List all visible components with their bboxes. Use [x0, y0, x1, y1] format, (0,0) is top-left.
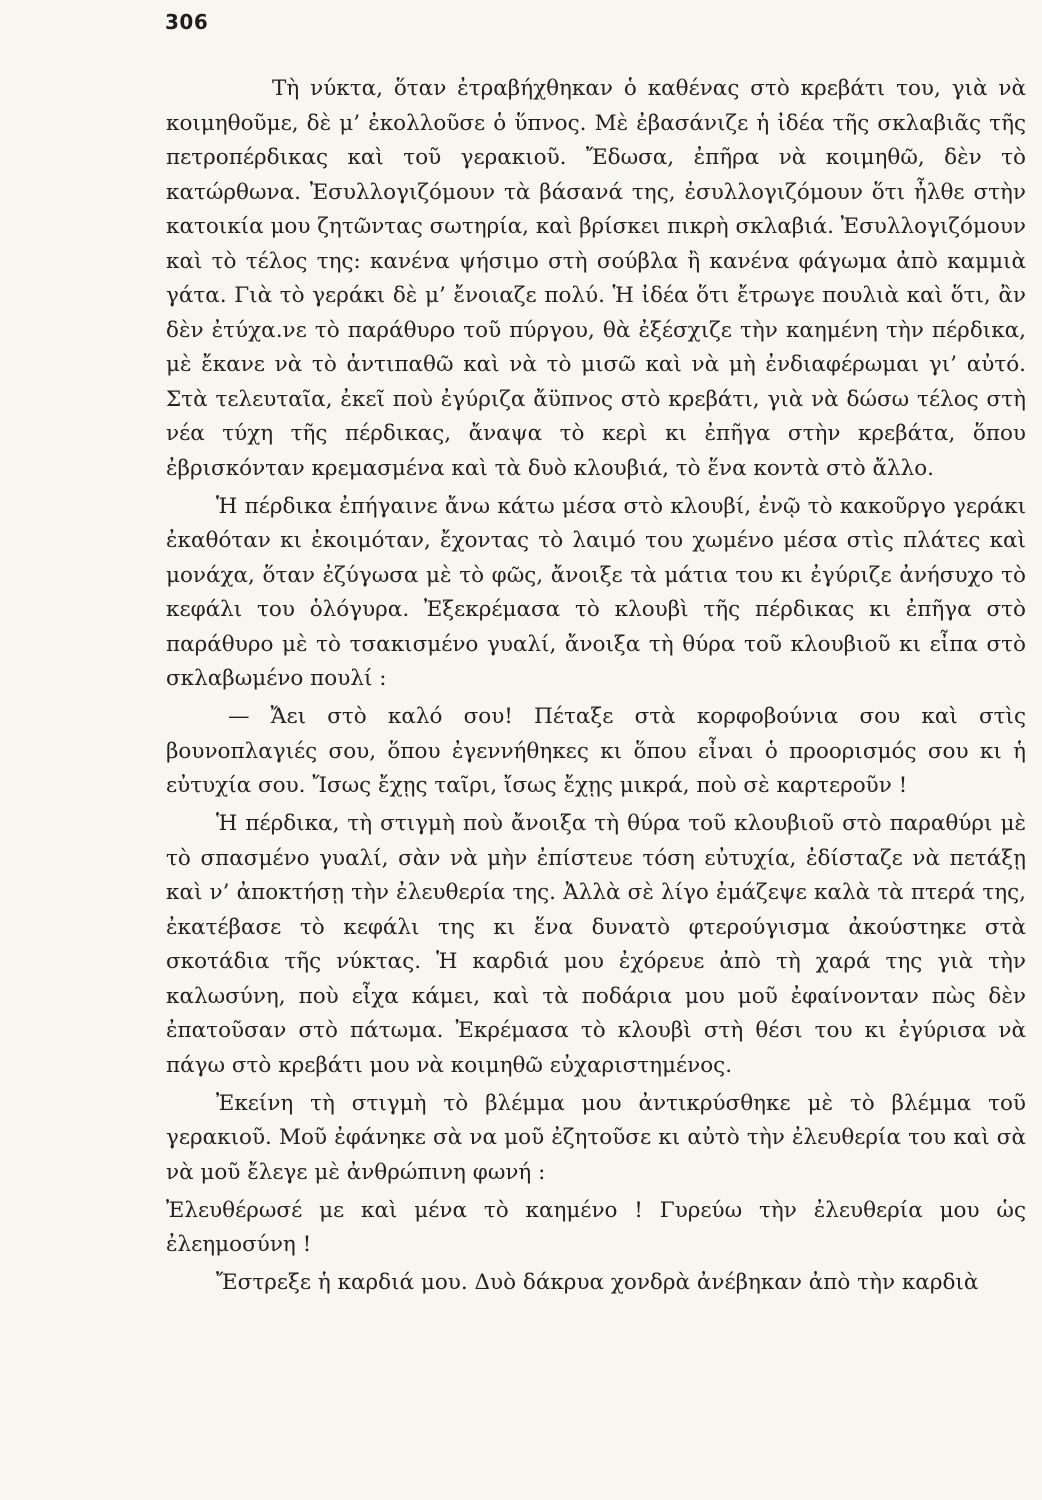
paragraph-partridge-flies-away: Ἡ πέρδικα, τὴ στιγμὴ ποὺ ἄνοιξα τὴ θύρα τοῦ κλουβιοῦ στὸ παραθύρι μὲ τὸ σπασμένο γυαλί, σὰν νὰ μὴν ἐπίστευε τόση εὐτυχία, ἐδίσταζε νὰ πετάξῃ καὶ ν’ ἀποκτήσῃ τὴν ἐλευθερία της. Ἀλλὰ σὲ λίγο ἐμάζεψε καλὰ τὰ πτερά της, ἐκατέβασε τὸ κεφάλι της κι ἕνα δυνατὸ φτερούγισμα ἀκούστηκε στὰ σκοτάδια τῆς νύκτας. Ἡ καρδιά μου ἐχόρευε ἀπὸ τὴ χαρά της γιὰ τὴν καλωσύνη, ποὺ εἶχα κάμει, καὶ τὰ ποδάρια μου μοῦ ἐφαίνονταν πὼς δὲν ἐπατοῦσαν στὸ πάτωμα. Ἐκρέμασα τὸ κλουβὶ στὴ θέσι του κι ἐγύρισα νὰ πάγω στὸ κρεβάτι μου νὰ κοιμηθῶ εὐχαριστημένος. [166, 811, 1026, 1078]
paragraph-tears: Ἔστρεξε ἡ καρδιά μου. Δυὸ δάκρυα χονδρὰ ἀνέβηκαν ἀπὸ τὴν καρδιὰ [216, 1270, 979, 1295]
paragraph-hawk-gaze: Ἐκείνη τὴ στιγμὴ τὸ βλέμμα μου ἀντικρύσθηκε μὲ τὸ βλέμμα τοῦ γερακιοῦ. Μοῦ ἐφάνηκε σὰ να μοῦ ἐζητοῦσε κι αὐτὸ τὴν ἐλευθερία του καὶ σὰ νὰ μοῦ ἔλεγε μὲ ἀνθρώπινη φωνή : [166, 1090, 1026, 1185]
page-number: 306 [165, 10, 209, 34]
paragraph-hawk-plea: Ἐλευθέρωσέ με καὶ μένα τὸ καημένο ! Γυρεύω τὴν ἐλευθερία μου ὡς ἐλεημοσύνη ! [166, 1197, 1026, 1257]
paragraph-farewell-speech: — Ἄει στὸ καλό σου! Πέταξε στὰ κορφοβούνια σου καὶ στὶς βουνοπλαγιές σου, ὅπου ἐγεννήθηκες κι ὅπου εἶναι ὁ προορισμός σου κι ἡ εὐτυχία σου. Ἴσως ἔχῃς ταῖρι, ἴσως ἔχῃς μικρά, ποὺ σὲ καρτεροῦν ! [166, 704, 1026, 798]
paragraph-sleepless-night: Τὴ νύκτα, ὅταν ἐτραβήχθηκαν ὁ καθένας στὸ κρεβάτι του, γιὰ νὰ κοιμηθοῦμε, δὲ μ’ ἐκολλοῦσε ὁ ὕπνος. Μὲ ἐβασάνιζε ἡ ἰδέα τῆς σκλαβιᾶς τῆς πετροπέρδικας καὶ τοῦ γερακιοῦ. Ἔδωσα, ἐπῆρα νὰ κοιμηθῶ, δὲν τὸ κατώρθωνα. Ἐσυλλογιζόμουν τὰ βάσανά της, ἐσυλλογιζόμουν ὅτι ἦλθε στὴν κατοικία μου ζητῶντας σωτηρία, καὶ βρίσκει πικρὴ σκλαβιά. Ἐσυλλογιζόμουν καὶ τὸ τέλος της: κανένα ψήσιμο στὴ σούβλα ἢ κανένα φάγωμα ἀπὸ καμμιὰ γάτα. Γιὰ τὸ γεράκι δὲ μ’ ἔνοιαζε πολύ. Ἡ ἰδέα ὅτι ἔτρωγε πουλιὰ καὶ ὅτι, ἂν δὲν ἐτύχα.νε τὸ παράθυρο τοῦ πύργου, θὰ ἐξέσχιζε τὴν καημένη τὴν πέρδικα, μὲ ἔκανε νὰ τὸ ἀντιπαθῶ καὶ νὰ τὸ μισῶ καὶ νὰ μὴ ἐνδιαφέρωμαι γι’ αὐτό. Στὰ τελευταῖα, ἐκεῖ ποὺ ἐγύριζα ἄϋπνος στὸ κρεβάτι, γιὰ νὰ δώσω τέλος στὴ νέα τύχη τῆς πέρδικας, ἄναψα τὸ κερὶ κι ἐπῆγα στὴν κρεβάτα, ὅπου ἐβρισκόνταν κρεμασμένα καὶ τὰ δυὸ κλουβιά, τὸ ἕνα κοντὰ στὸ ἄλλο. [166, 76, 1026, 481]
body-text [166, 72, 1026, 1301]
paragraph-partridge-in-cage: Ἡ πέρδικα ἐπήγαινε ἄνω κάτω μέσα στὸ κλουβί, ἐνῷ τὸ κακοῦργο γεράκι ἐκαθόταν κι ἐκοιμόταν, ἔχοντας τὸ λαιμό του χωμένο μέσα στὶς πλάτες καὶ μονάχα, ὅταν ἐζύγωσα μὲ τὸ φῶς, ἄνοιξε τὰ μάτια του κι ἐγύριζε ἀνήσυχο τὸ κεφάλι του ὁλόγυρα. Ἐξεκρέμασα τὸ κλουβὶ τῆς πέρδικας κι ἐπῆγα στὸ παράθυρο μὲ τὸ τσακισμένο γυαλί, ἄνοιξα τὴ θύρα τοῦ κλουβιοῦ κι εἶπα στὸ σκλαβωμένο πουλί : [166, 493, 1026, 691]
